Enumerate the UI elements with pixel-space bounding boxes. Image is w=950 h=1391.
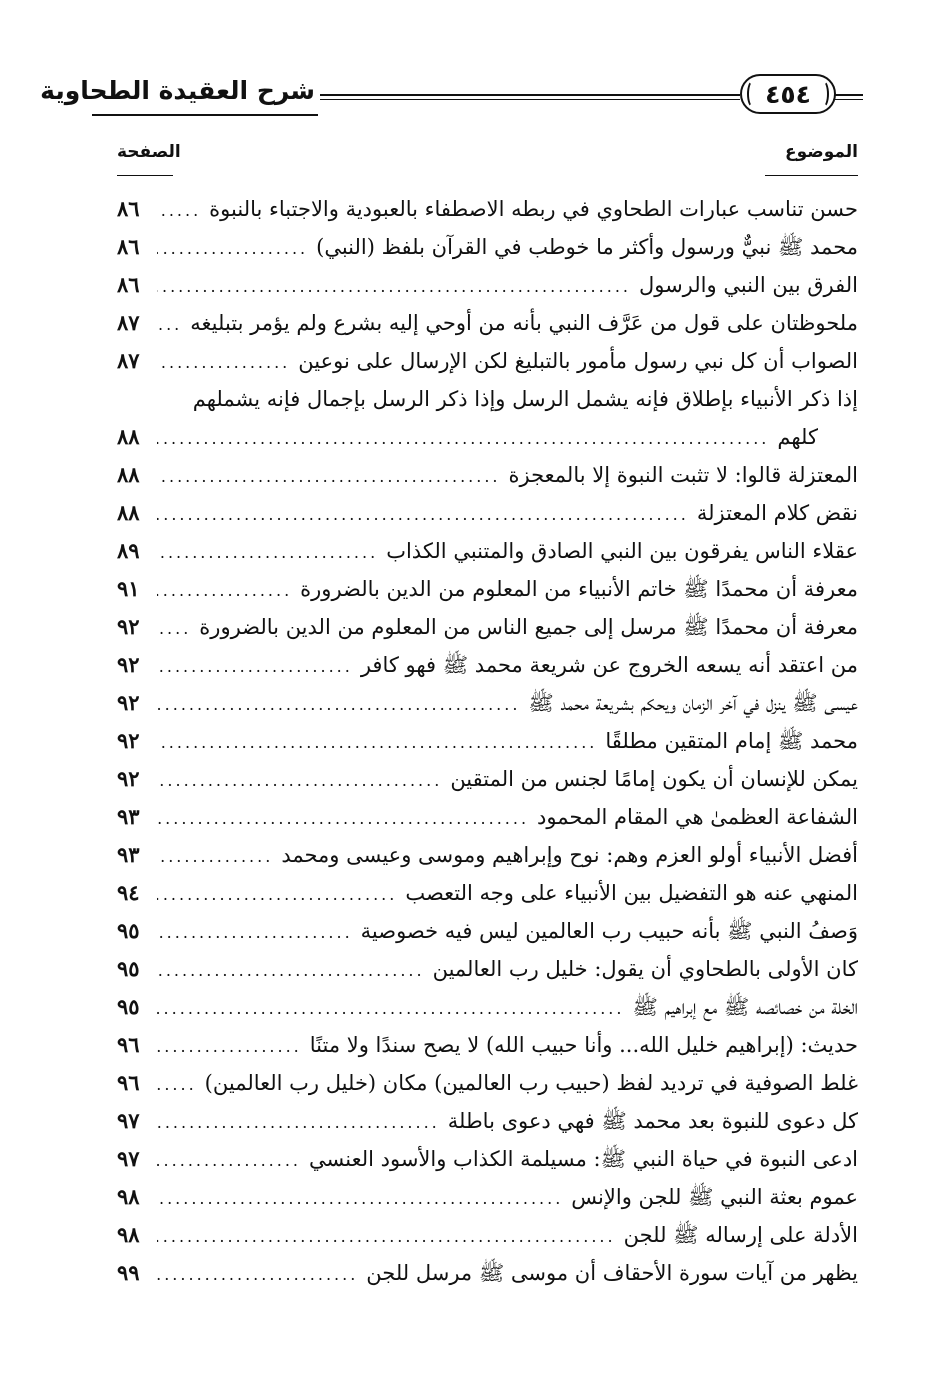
toc-entry bbox=[117, 912, 858, 950]
toc-topic: الخلة من خصائصه ﷺ مع إبراهيم ﷺ bbox=[632, 995, 858, 1019]
dot-leader bbox=[157, 686, 520, 724]
toc-entry bbox=[117, 570, 858, 608]
page-column-heading: الصفحة bbox=[117, 142, 181, 162]
toc-page: ٩٩ bbox=[117, 1260, 140, 1285]
toc-topic: محمد ﷺ إمام المتقين مطلقًا bbox=[605, 729, 858, 753]
dot-leader bbox=[157, 496, 689, 534]
dot-leader bbox=[157, 648, 353, 686]
toc-topic: وَصفُ النبي ﷺ بأنه حبيب رب العالمين ليس فيه خصوصية bbox=[360, 919, 858, 943]
toc-page: ٩١ bbox=[117, 576, 140, 601]
toc-page: ٩٤ bbox=[117, 880, 140, 905]
toc-entry bbox=[117, 874, 858, 912]
dot-leader bbox=[157, 876, 397, 914]
toc-page: ٨٦ bbox=[117, 272, 140, 297]
dot-leader bbox=[157, 724, 597, 762]
toc-page: ٨٧ bbox=[117, 310, 140, 335]
dot-leader bbox=[157, 990, 624, 1028]
toc-entry bbox=[117, 380, 858, 418]
dot-leader bbox=[157, 572, 292, 610]
toc-topic: المعتزلة قالوا: لا تثبت النبوة إلا بالمعجزة bbox=[508, 463, 858, 487]
toc-entry bbox=[117, 1216, 858, 1254]
toc-entry bbox=[117, 304, 858, 342]
dot-leader bbox=[157, 458, 501, 496]
dot-leader bbox=[157, 1028, 302, 1066]
toc-entry bbox=[117, 190, 858, 228]
toc-entry bbox=[117, 1102, 858, 1140]
dot-leader bbox=[157, 762, 442, 800]
toc-topic: الفرق بين النبي والرسول bbox=[638, 273, 858, 297]
toc-page: ٨٧ bbox=[117, 348, 140, 373]
toc-entry bbox=[117, 684, 858, 722]
toc-topic: يظهر من آيات سورة الأحقاف أن موسى ﷺ مرسل للجن bbox=[366, 1261, 858, 1285]
toc-entry bbox=[117, 608, 858, 646]
toc-topic: ادعى النبوة في حياة النبي ﷺ: مسيلمة الكذاب والأسود العنسي bbox=[309, 1147, 858, 1171]
toc-entry-continuation bbox=[117, 418, 858, 456]
toc-topic: عيسى ﷺ ينزل في آخر الزمان ويحكم بشريعة محمد ﷺ bbox=[528, 691, 858, 715]
dot-leader bbox=[157, 914, 353, 952]
toc-entry bbox=[117, 228, 858, 266]
toc-entry bbox=[117, 988, 858, 1026]
toc-topic: أفضل الأنبياء أولو العزم وهم: نوح وإبراهيم وموسى وعيسى ومحمد bbox=[281, 843, 858, 867]
dot-leader bbox=[157, 952, 425, 990]
toc-topic-continuation: كلهم bbox=[777, 425, 818, 449]
topic-column-heading: الموضوع bbox=[785, 142, 858, 162]
toc-topic: الشفاعة العظمىٰ هي المقام المحمود bbox=[537, 805, 858, 829]
dot-leader bbox=[157, 610, 191, 648]
toc-entry bbox=[117, 950, 858, 988]
dot-leader bbox=[157, 838, 273, 876]
dot-leader bbox=[157, 800, 529, 838]
toc-page: ٩٢ bbox=[117, 652, 140, 677]
toc-entry bbox=[117, 456, 858, 494]
dot-leader bbox=[157, 306, 182, 344]
header-title-underline bbox=[92, 114, 318, 116]
toc-entry bbox=[117, 836, 858, 874]
toc-entry bbox=[117, 266, 858, 304]
dot-leader bbox=[157, 230, 308, 268]
toc-entry bbox=[117, 342, 858, 380]
topic-heading-underline bbox=[765, 175, 858, 176]
toc-topic: غلط الصوفية في ترديد لفظ (حبيب رب العالمين) مكان (خليل رب العالمين) bbox=[204, 1071, 858, 1095]
page-header bbox=[0, 68, 950, 128]
toc-page: ٨٩ bbox=[117, 538, 140, 563]
toc-page: ٩٨ bbox=[117, 1222, 140, 1247]
dot-leader bbox=[157, 1066, 197, 1104]
toc-topic: نقض كلام المعتزلة bbox=[696, 501, 858, 525]
dot-leader bbox=[157, 420, 769, 458]
toc-topic: كان الأولى بالطحاوي أن يقول: خليل رب العالمين bbox=[432, 957, 858, 981]
page-number-box bbox=[740, 74, 836, 114]
toc-entry bbox=[117, 1178, 858, 1216]
toc-page: ٩٣ bbox=[117, 804, 140, 829]
page-number: ٤٥٤ bbox=[765, 79, 811, 109]
toc-topic: محمد ﷺ نبيٌّ ورسول وأكثر ما خوطب في القرآن بلفظ (النبي) bbox=[316, 235, 858, 259]
dot-leader bbox=[157, 192, 201, 230]
dot-leader bbox=[157, 1180, 563, 1218]
toc-entry bbox=[117, 798, 858, 836]
header-rule-left bbox=[320, 94, 740, 96]
dot-leader bbox=[157, 1142, 301, 1180]
toc-page: ٩٨ bbox=[117, 1184, 140, 1209]
toc-entry bbox=[117, 1026, 858, 1064]
page-heading-underline bbox=[117, 175, 173, 176]
toc-page: ٩٢ bbox=[117, 614, 140, 639]
toc-page: ٨٨ bbox=[117, 500, 140, 525]
toc-topic: عقلاء الناس يفرقون بين النبي الصادق والمتنبي الكذاب bbox=[386, 539, 858, 563]
toc-page: ٩٣ bbox=[117, 842, 140, 867]
toc-topic: المنهي عنه هو التفضيل بين الأنبياء على وجه التعصب bbox=[405, 881, 858, 905]
dot-leader bbox=[157, 1256, 358, 1294]
toc-page: ٨٨ bbox=[117, 424, 140, 449]
toc-entry bbox=[117, 532, 858, 570]
toc-page: ٩٥ bbox=[117, 994, 140, 1019]
table-of-contents bbox=[117, 190, 858, 1292]
dot-leader bbox=[157, 1218, 616, 1256]
toc-topic: يمكن للإنسان أن يكون إمامًا لجنس من المتقين bbox=[450, 767, 858, 791]
toc-page: ٩٢ bbox=[117, 766, 140, 791]
toc-topic: معرفة أن محمدًا ﷺ مرسل إلى جميع الناس من المعلوم من الدين بالضرورة bbox=[199, 615, 858, 639]
toc-page: ٩٢ bbox=[117, 728, 140, 753]
toc-entry bbox=[117, 646, 858, 684]
toc-entry bbox=[117, 1064, 858, 1102]
toc-page: ٩٧ bbox=[117, 1146, 140, 1171]
toc-entry bbox=[117, 1254, 858, 1292]
toc-topic: معرفة أن محمدًا ﷺ خاتم الأنبياء من المعلوم من الدين بالضرورة bbox=[300, 577, 858, 601]
header-rule-right-thin bbox=[835, 99, 863, 100]
dot-leader bbox=[157, 344, 290, 382]
toc-page: ٩٦ bbox=[117, 1070, 140, 1095]
dot-leader bbox=[157, 268, 631, 306]
toc-topic: الصواب أن كل نبي رسول مأمور بالتبليغ لكن الإرسال على نوعين bbox=[298, 349, 858, 373]
toc-page: ٩٥ bbox=[117, 918, 140, 943]
toc-entry bbox=[117, 1140, 858, 1178]
toc-page: ٩٥ bbox=[117, 956, 140, 981]
book-title: شرح العقيدة الطحاوية bbox=[40, 76, 315, 105]
toc-topic: كل دعوى للنبوة بعد محمد ﷺ فهي دعوى باطلة bbox=[447, 1109, 858, 1133]
header-rule-right bbox=[835, 94, 863, 96]
toc-topic: الأدلة على إرساله ﷺ للجن bbox=[623, 1223, 858, 1247]
dot-leader bbox=[157, 1104, 440, 1142]
toc-topic: ملحوظتان على قول من عَرَّف النبي بأنه من أوحي إليه بشرع ولم يؤمر بتبليغه bbox=[190, 311, 858, 335]
toc-page: ٩٧ bbox=[117, 1108, 140, 1133]
toc-topic: حسن تناسب عبارات الطحاوي في ربطه الاصطفاء بالعبودية والاجتباء بالنبوة bbox=[209, 197, 858, 221]
toc-topic: عموم بعثة النبي ﷺ للجن والإنس bbox=[571, 1185, 858, 1209]
toc-page: ٨٦ bbox=[117, 234, 140, 259]
toc-topic: إذا ذكر الأنبياء بإطلاق فإنه يشمل الرسل وإذا ذكر الرسل بإجمال فإنه يشملهم bbox=[192, 387, 858, 411]
header-rule-left-thin bbox=[320, 99, 740, 100]
toc-page: ٩٢ bbox=[117, 690, 140, 715]
toc-topic: حديث: (إبراهيم خليل الله... وأنا حبيب الله) لا يصح سندًا ولا متنًا bbox=[309, 1033, 858, 1057]
toc-entry bbox=[117, 722, 858, 760]
toc-page: ٩٦ bbox=[117, 1032, 140, 1057]
dot-leader bbox=[157, 534, 378, 572]
toc-page: ٨٨ bbox=[117, 462, 140, 487]
toc-entry bbox=[117, 494, 858, 532]
toc-topic: من اعتقد أنه يسعه الخروج عن شريعة محمد ﷺ فهو كافر bbox=[360, 653, 858, 677]
toc-page: ٨٦ bbox=[117, 196, 140, 221]
toc-entry bbox=[117, 760, 858, 798]
